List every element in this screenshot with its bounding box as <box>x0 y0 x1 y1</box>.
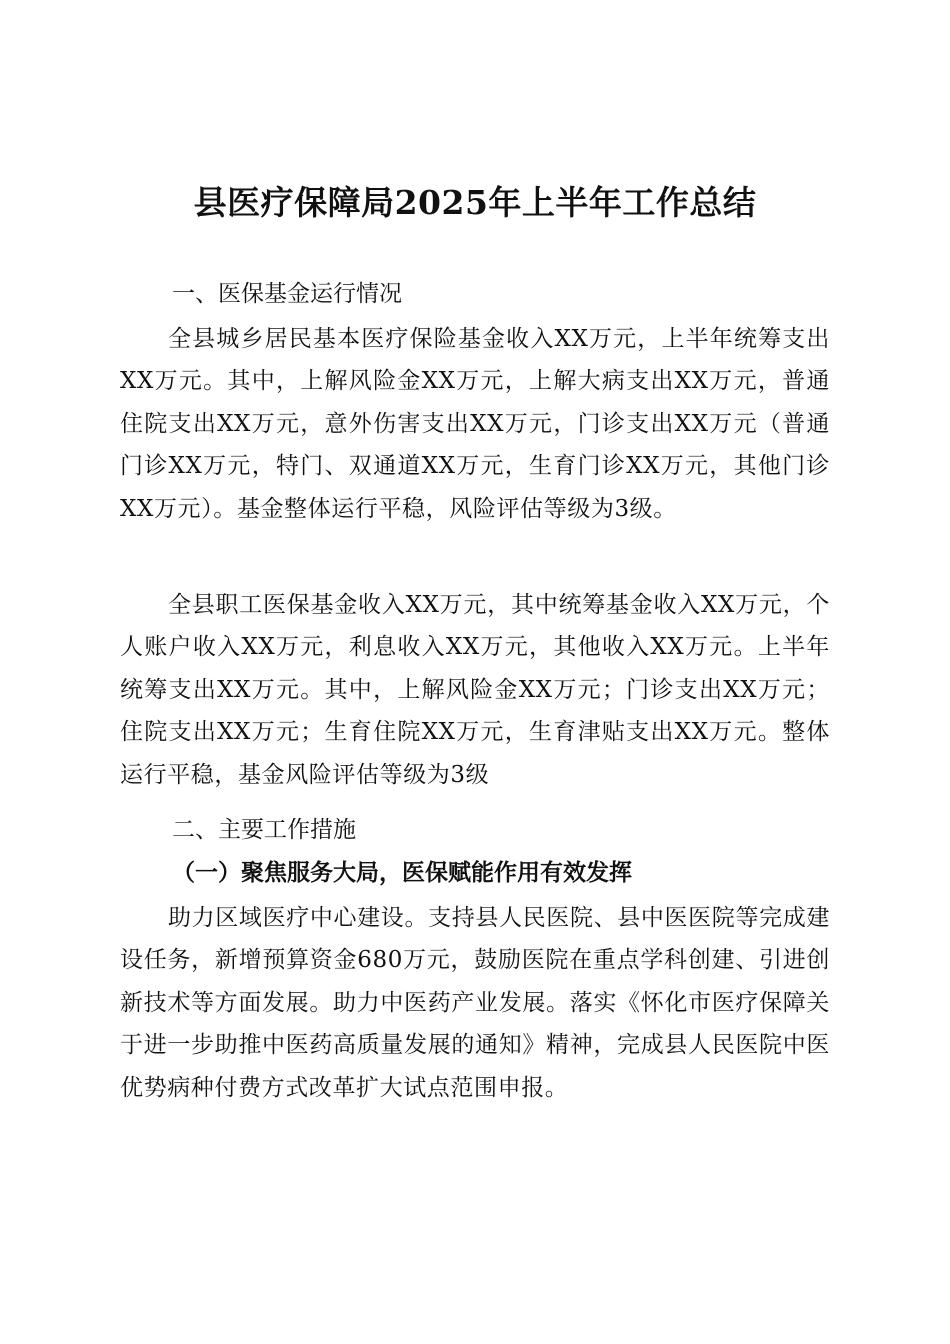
paragraph-regional-medical-center: 助力区域医疗中心建设。支持县人民医院、县中医医院等完成建设任务，新增预算资金680万元，鼓励医院在重点学科创建、引进创新技术等方面发展。助力中医药产业发展。落实《怀化市医疗保障关于进一步助推中医药高质量发展的通知》精神，完成县人民医院中医优势病种付费方式改革扩大试点范围申报。 <box>120 905 830 1101</box>
section-heading-fund-operation: 一、医保基金运行情况 <box>172 281 402 307</box>
paragraph-resident-insurance: 全县城乡居民基本医疗保险基金收入XX万元，上半年统筹支出XX万元。其中，上解风险金XX万元，上解大病支出XX万元，普通住院支出XX万元，意外伤害支出XX万元，门诊支出XX万元（普通门诊XX万元，特门、双通道XX万元，生育门诊XX万元，其他门诊XX万元）。基金整体运行平稳，风险评估等级为3级。 <box>120 326 830 522</box>
paragraph-employee-insurance: 全县职工医保基金收入XX万元，其中统筹基金收入XX万元，个人账户收入XX万元，利息收入XX万元，其他收入XX万元。上半年统筹支出XX万元。其中，上解风险金XX万元；门诊支出XX万元；住院支出XX万元；生育住院XX万元，生育津贴支出XX万元。整体运行平稳，基金风险评估等级为3级 <box>120 592 830 788</box>
subsection-heading-service: （一）聚焦服务大局，医保赋能作用有效发挥 <box>172 859 632 886</box>
section-heading-main-measures: 二、主要工作措施 <box>172 817 356 843</box>
document-title: 县医疗保障局2025年上半年工作总结 <box>193 183 757 222</box>
